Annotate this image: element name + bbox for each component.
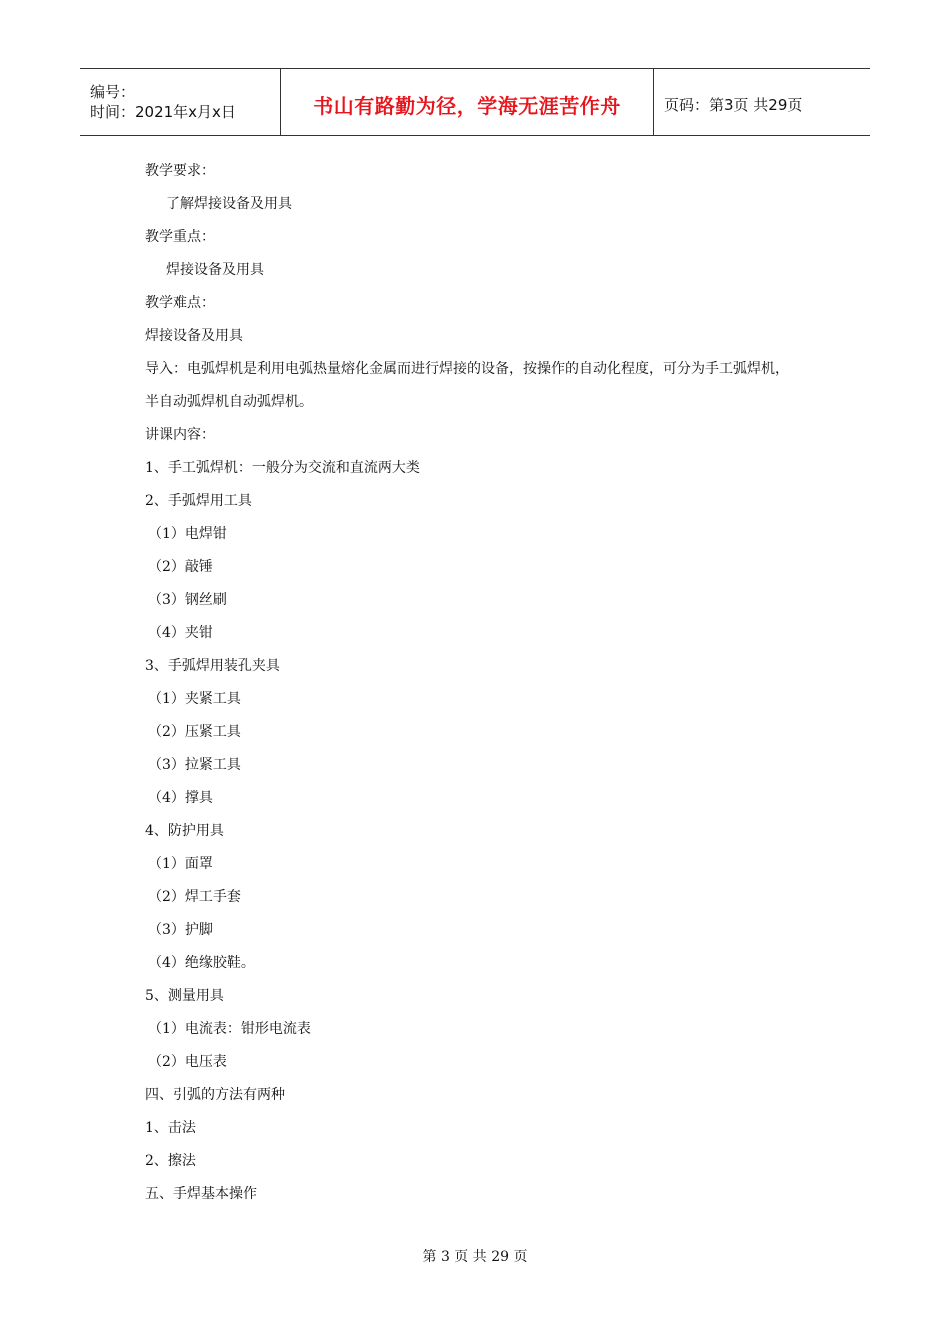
body-text: 了解焊接设备及用具	[166, 196, 292, 212]
header-motto: 书山有路勤为径，学海无涯苦作舟	[313, 93, 621, 118]
sub-list-item: （2）电压表	[148, 1054, 227, 1070]
list-item: 2、手弧焊用工具	[145, 493, 252, 509]
list-item: 1、击法	[145, 1120, 196, 1136]
list-item: 1、手工弧焊机：一般分为交流和直流两大类	[145, 460, 420, 476]
page-header	[80, 68, 870, 136]
list-item: 4、防护用具	[145, 823, 224, 839]
sub-list-item: （4）绝缘胶鞋。	[148, 955, 255, 971]
header-motto-cell	[281, 69, 654, 135]
document-number-label: 编号：	[90, 83, 136, 101]
header-page-number: 页码：第3页 共29页	[664, 95, 803, 114]
sub-list-item: （3）钢丝刷	[148, 592, 227, 608]
body-text: 焊接设备及用具	[145, 328, 243, 344]
sub-list-item: （1）夹紧工具	[148, 691, 241, 707]
sub-list-item: （1）电焊钳	[148, 526, 227, 542]
sub-list-item: （3）拉紧工具	[148, 757, 241, 773]
sub-list-item: （3）护脚	[148, 922, 213, 938]
header-meta	[80, 69, 281, 135]
section-heading: 四、引弧的方法有两种	[145, 1087, 285, 1103]
sub-list-item: （2）敲锤	[148, 559, 213, 575]
section-heading: 教学重点：	[145, 229, 215, 245]
sub-list-item: （2）压紧工具	[148, 724, 241, 740]
body-text: 半自动弧焊机自动弧焊机。	[145, 394, 313, 410]
header-page-cell	[654, 69, 870, 135]
section-heading: 五、手焊基本操作	[145, 1186, 257, 1202]
document-date: 时间：2021年x月x日	[90, 103, 236, 121]
body-text: 导入：电弧焊机是利用电弧热量熔化金属而进行焊接的设备，按操作的自动化程度，可分为手工弧焊机，	[145, 361, 789, 377]
sub-list-item: （1）电流表：钳形电流表	[148, 1021, 311, 1037]
sub-list-item: （1）面罩	[148, 856, 213, 872]
section-heading: 教学要求：	[145, 163, 215, 179]
sub-list-item: （4）撑具	[148, 790, 213, 806]
page-footer: 第 3 页 共 29 页	[422, 1249, 528, 1265]
list-item: 5、测量用具	[145, 988, 224, 1004]
section-heading: 教学难点：	[145, 295, 215, 311]
list-item: 3、手弧焊用装孔夹具	[145, 658, 280, 674]
sub-list-item: （4）夹钳	[148, 625, 213, 641]
sub-list-item: （2）焊工手套	[148, 889, 241, 905]
document-body	[145, 155, 825, 1211]
section-heading: 讲课内容：	[145, 427, 215, 443]
body-text: 焊接设备及用具	[166, 262, 264, 278]
list-item: 2、擦法	[145, 1153, 196, 1169]
